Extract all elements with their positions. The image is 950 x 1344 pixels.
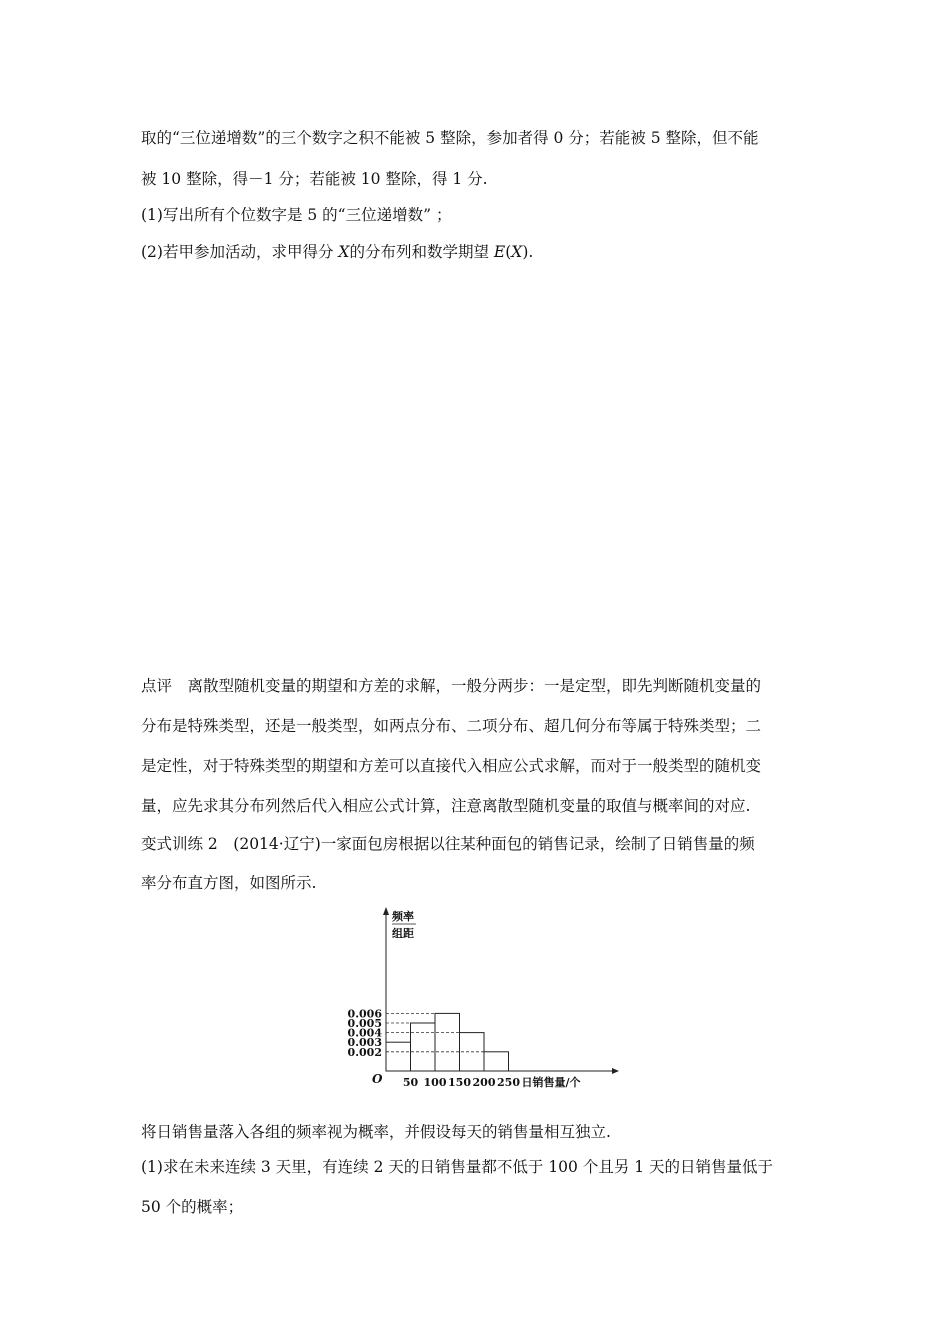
comment-line-2: 分布是特殊类型，还是一般类型，如两点分布、二项分布、超几何分布等属于特殊类型；二 xyxy=(141,717,762,735)
q2-text-b: 的分布列和数学期望 xyxy=(349,243,494,261)
comment-line-1: 点评 离散型随机变量的期望和方差的求解，一般分两步：一是定型，即先判断随机变量的 xyxy=(141,677,762,695)
q2-text-a: (2)若甲参加活动，求甲得分 xyxy=(141,243,339,261)
x-tick-label-1: 100 xyxy=(423,1076,447,1089)
question-1: (1)写出所有个位数字是 5 的“三位递增数” ； xyxy=(141,206,452,224)
histogram-chart xyxy=(340,905,630,1095)
comment-line-4: 量，应先求其分布列然后代入相应公式计算，注意离散型随机变量的取值与概率间的对应. xyxy=(141,797,751,815)
bar-2 xyxy=(435,1013,460,1071)
q2-paren: ( xyxy=(505,243,512,261)
exercise-after-chart: 将日销售量落入各组的频率视为概率，并假设每天的销售量相互独立. xyxy=(141,1123,611,1141)
x-tick-label-2: 150 xyxy=(448,1076,471,1089)
q2-var-e: E xyxy=(493,243,506,261)
q2-var-x: X xyxy=(338,243,350,261)
x-axis-arrow-icon xyxy=(612,1068,619,1074)
bar-4 xyxy=(484,1052,509,1071)
y-tick-label-0: 0.006 xyxy=(347,1007,382,1021)
x-tick-label-3: 200 xyxy=(472,1076,496,1089)
x-tick-label-0: 50 xyxy=(402,1076,419,1089)
y-label-top: 频率 xyxy=(392,910,414,923)
bar-0 xyxy=(386,1042,411,1071)
y-tick-label-3: 0.003 xyxy=(347,1036,382,1050)
y-tick-label-4: 0.002 xyxy=(347,1045,382,1059)
exercise-q1-line-1: (1)求在未来连续 3 天里，有连续 2 天的日销售量都不低于 100 个且另 1 天的日销售量低于 xyxy=(141,1158,774,1176)
exercise-line-2: 率分布直方图，如图所示. xyxy=(141,874,317,892)
y-label-bottom: 组距 xyxy=(392,927,414,940)
exercise-line-1: 变式训练 2 (2014·辽宁)一家面包房根据以往某种面包的销售记录，绘制了日销售量的频 xyxy=(141,835,755,853)
origin-label: O xyxy=(372,1072,383,1086)
y-axis-arrow-icon xyxy=(383,907,389,915)
problem-line-1: 取的“三位递增数”的三个数字之积不能被 5 整除，参加者得 0 分；若能被 5 整除，但不能 xyxy=(141,129,759,147)
q2-var-x2: X xyxy=(511,243,523,261)
exercise-q1-line-2: 50 个的概率； xyxy=(141,1198,244,1216)
problem-line-2: 被 10 整除，得－1 分；若能被 10 整除，得 1 分. xyxy=(141,170,488,188)
y-tick-label-2: 0.004 xyxy=(347,1026,382,1040)
x-tick-label-4: 250 xyxy=(497,1076,520,1089)
question-2 xyxy=(141,242,533,262)
q2-text-d: ). xyxy=(522,243,534,261)
y-tick-label-1: 0.005 xyxy=(347,1017,382,1030)
comment-line-3: 是定性，对于特殊类型的期望和方差可以直接代入相应公式求解，而对于一般类型的随机变 xyxy=(141,757,762,775)
x-axis-label: 日销售量/个 xyxy=(521,1076,581,1089)
bar-1 xyxy=(411,1023,436,1071)
